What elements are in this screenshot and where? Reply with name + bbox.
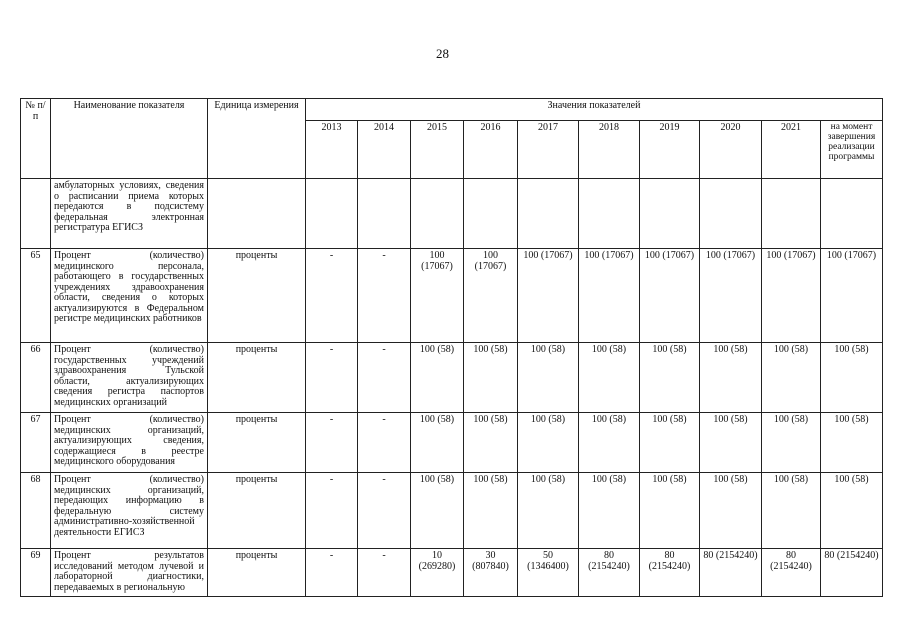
indicator-value: 100 (58) — [518, 473, 579, 549]
unit-of-measure: проценты — [208, 249, 306, 343]
indicator-value: - — [358, 549, 411, 597]
indicator-value: 100 (17067) — [762, 249, 821, 343]
row-number: 66 — [21, 343, 51, 413]
header-year: 2013 — [306, 121, 358, 179]
header-unit: Единица измерения — [208, 99, 306, 179]
unit-of-measure — [208, 179, 306, 249]
table-row — [21, 343, 883, 413]
indicator-value: - — [358, 413, 411, 473]
indicator-name: Процент (количество) медицинского персонала, работающего в государственных учреждениях здравоохранения области, сведения о которых актуализируются в Федеральном регистре медицинских работников — [51, 249, 208, 343]
indicator-value: 100 (58) — [579, 343, 640, 413]
table-row — [21, 413, 883, 473]
indicator-value — [700, 179, 762, 249]
indicator-value: 100 (58) — [411, 473, 464, 549]
indicator-value: 100 (58) — [700, 343, 762, 413]
indicator-value: 100 (17067) — [518, 249, 579, 343]
table-body — [21, 179, 883, 597]
table-header — [21, 99, 883, 179]
indicator-value: 100 (17067) — [821, 249, 883, 343]
indicator-value: - — [306, 473, 358, 549]
indicator-value: 100 (58) — [821, 413, 883, 473]
indicator-name: Процент (количество) медицинских организаций, передающих информацию в федеральную систему административно-хозяйственной деятельности ЕГИСЗ — [51, 473, 208, 549]
indicator-value: 80 (2154240) — [640, 549, 700, 597]
indicator-value: 100 (17067) — [464, 249, 518, 343]
indicator-value: 100 (58) — [640, 473, 700, 549]
indicator-value — [518, 179, 579, 249]
indicator-value — [821, 179, 883, 249]
header-values: Значения показателей — [306, 99, 883, 121]
indicator-value: 100 (58) — [762, 473, 821, 549]
indicator-value: 100 (58) — [762, 413, 821, 473]
indicator-value: 30 (807840) — [464, 549, 518, 597]
row-number: 69 — [21, 549, 51, 597]
indicator-value: 80 (2154240) — [579, 549, 640, 597]
indicator-name: Процент результатов исследований методом лучевой и лабораторной диагностики, передаваемых в региональную — [51, 549, 208, 597]
indicator-name: амбулаторных условиях, сведения о расписании приема которых передаются в подсистему федеральная электронная регистратура ЕГИСЗ — [51, 179, 208, 249]
indicator-value: - — [306, 413, 358, 473]
indicator-value: 100 (58) — [640, 413, 700, 473]
indicator-value: 100 (17067) — [579, 249, 640, 343]
indicator-value: 100 (58) — [464, 413, 518, 473]
row-number: 65 — [21, 249, 51, 343]
indicator-value — [306, 179, 358, 249]
page-number: 28 — [436, 46, 449, 61]
table-row — [21, 249, 883, 343]
indicator-value — [358, 179, 411, 249]
indicator-value: - — [358, 473, 411, 549]
header-year: 2017 — [518, 121, 579, 179]
indicator-value: 100 (58) — [821, 473, 883, 549]
indicator-value: 50 (1346400) — [518, 549, 579, 597]
header-final-value: на момент завершения реализации программы — [821, 121, 883, 179]
indicator-value: 100 (58) — [411, 413, 464, 473]
indicator-value — [579, 179, 640, 249]
indicator-value: 100 (58) — [464, 343, 518, 413]
table-row — [21, 179, 883, 249]
row-number: 67 — [21, 413, 51, 473]
indicator-name: Процент (количество) медицинских организаций, актуализирующих сведения, содержащиеся в реестре медицинского оборудования — [51, 413, 208, 473]
indicator-value: 100 (58) — [700, 473, 762, 549]
unit-of-measure: проценты — [208, 413, 306, 473]
indicator-value: 100 (58) — [579, 413, 640, 473]
header-year: 2016 — [464, 121, 518, 179]
indicator-value: - — [358, 249, 411, 343]
indicator-value: 100 (58) — [821, 343, 883, 413]
indicator-value: 10 (269280) — [411, 549, 464, 597]
indicator-value — [464, 179, 518, 249]
header-year: 2020 — [700, 121, 762, 179]
header-year: 2015 — [411, 121, 464, 179]
indicator-value: 100 (58) — [518, 343, 579, 413]
indicator-value: 80 (2154240) — [821, 549, 883, 597]
indicator-value: - — [306, 249, 358, 343]
header-year: 2021 — [762, 121, 821, 179]
indicator-value: 100 (58) — [464, 473, 518, 549]
indicator-name: Процент (количество) государственных учреждений здравоохранения Тульской области, актуализирующих сведения регистра паспортов медицинских организаций — [51, 343, 208, 413]
indicator-value: 100 (58) — [640, 343, 700, 413]
unit-of-measure: проценты — [208, 549, 306, 597]
indicator-value: 100 (58) — [762, 343, 821, 413]
indicator-value: - — [358, 343, 411, 413]
indicator-value: 100 (58) — [518, 413, 579, 473]
unit-of-measure: проценты — [208, 343, 306, 413]
indicator-value: 100 (17067) — [411, 249, 464, 343]
header-indicator-name: Наименование показателя — [51, 99, 208, 179]
indicators-table — [20, 98, 883, 597]
table-row — [21, 549, 883, 597]
indicator-value: 100 (58) — [700, 413, 762, 473]
indicator-value: 100 (58) — [411, 343, 464, 413]
row-number: 68 — [21, 473, 51, 549]
header-number: № п/п — [21, 99, 51, 179]
indicator-value — [762, 179, 821, 249]
indicator-value: 100 (17067) — [640, 249, 700, 343]
indicator-value: 80 (2154240) — [762, 549, 821, 597]
indicator-value — [640, 179, 700, 249]
header-year: 2014 — [358, 121, 411, 179]
indicator-value: 100 (17067) — [700, 249, 762, 343]
table-row — [21, 473, 883, 549]
header-year: 2019 — [640, 121, 700, 179]
indicator-value: - — [306, 549, 358, 597]
indicator-value: 80 (2154240) — [700, 549, 762, 597]
indicator-value — [411, 179, 464, 249]
indicator-value: - — [306, 343, 358, 413]
row-number — [21, 179, 51, 249]
unit-of-measure: проценты — [208, 473, 306, 549]
header-year: 2018 — [579, 121, 640, 179]
indicator-value: 100 (58) — [579, 473, 640, 549]
